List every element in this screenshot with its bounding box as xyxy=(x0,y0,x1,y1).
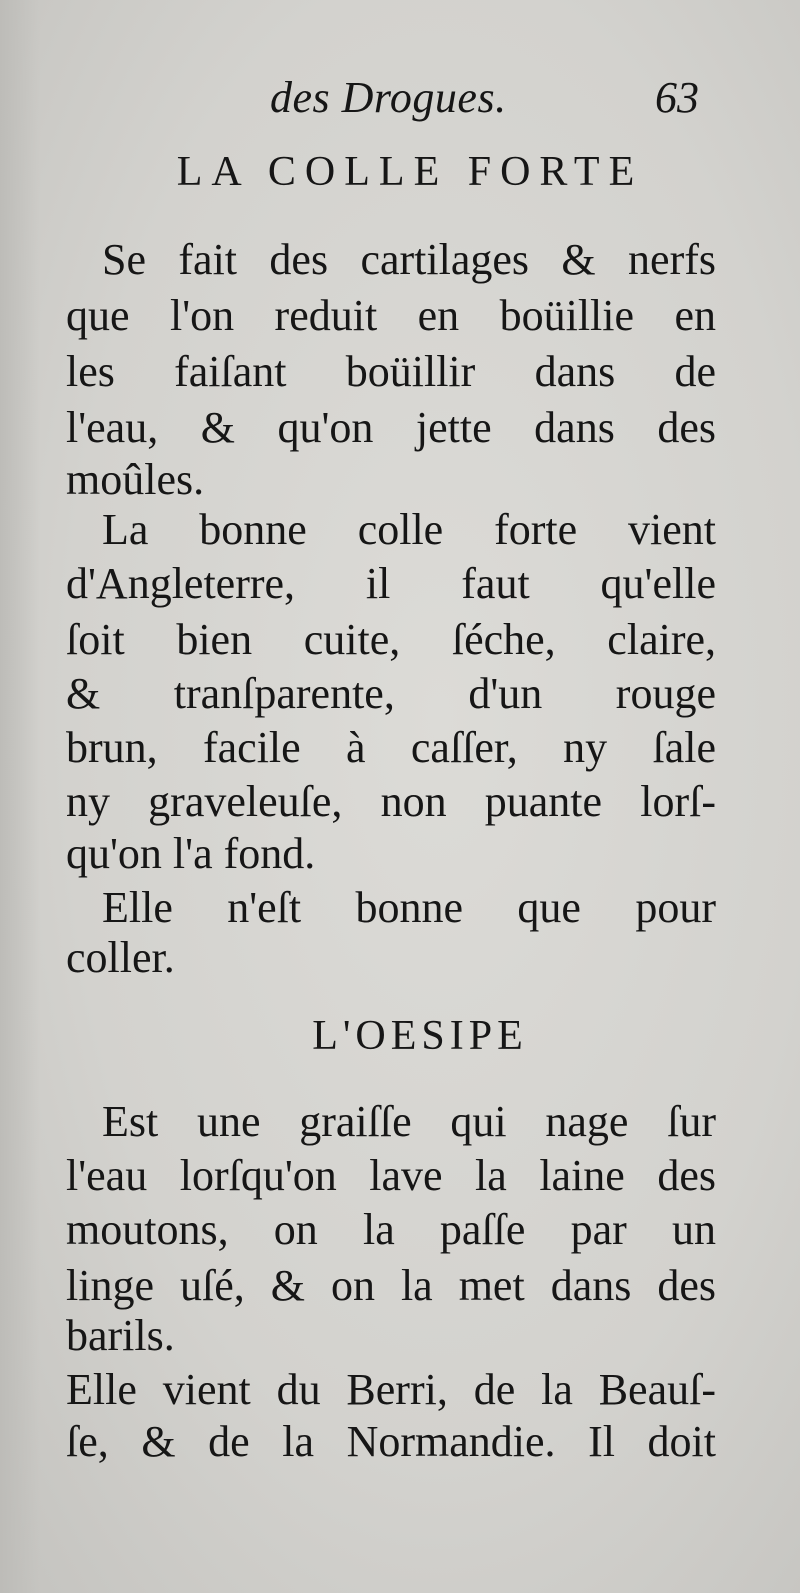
text-line: d'Angleterre, il faut qu'elle xyxy=(66,559,716,608)
text-line: barils. xyxy=(66,1311,175,1360)
text-line: Elle n'eſt bonne que pour xyxy=(102,883,716,932)
section-heading-colle-forte: LA COLLE FORTE xyxy=(176,149,644,195)
text-line: que l'on reduit en boüillie en xyxy=(66,291,716,340)
text-line: l'eau lorſqu'on lave la laine des xyxy=(66,1151,716,1200)
page-number: 63 xyxy=(655,73,699,122)
text-line: linge uſé, & on la met dans des xyxy=(66,1261,716,1310)
text-line: l'eau, & qu'on jette dans des xyxy=(66,403,716,452)
text-line: & tranſparente, d'un rouge xyxy=(66,669,716,718)
text-line: qu'on l'a fond. xyxy=(66,829,316,878)
text-line: coller. xyxy=(66,933,175,982)
text-line: les faiſant boüillir dans de xyxy=(66,347,716,396)
text-line: Se fait des cartilages & nerfs xyxy=(102,235,716,284)
page-gutter-shadow xyxy=(0,0,40,1593)
running-head xyxy=(0,72,800,132)
text-line: moûles. xyxy=(66,455,205,504)
section-heading-oesipe: L'OESIPE xyxy=(312,1013,528,1059)
text-line: Elle vient du Berri, de la Beauſ- xyxy=(66,1365,716,1414)
text-line: moutons, on la paſſe par un xyxy=(66,1205,716,1254)
running-title: des Drogues. xyxy=(270,73,507,122)
text-line: ny graveleuſe, non puante lorſ- xyxy=(66,777,716,826)
text-line: Est une graiſſe qui nage ſur xyxy=(102,1097,716,1146)
text-line: ſe, & de la Normandie. Il doit xyxy=(66,1417,716,1466)
text-line: brun, facile à caſſer, ny ſale xyxy=(66,723,716,772)
text-line: ſoit bien cuite, ſéche, claire, xyxy=(66,615,716,664)
text-line: La bonne colle forte vient xyxy=(102,505,716,554)
